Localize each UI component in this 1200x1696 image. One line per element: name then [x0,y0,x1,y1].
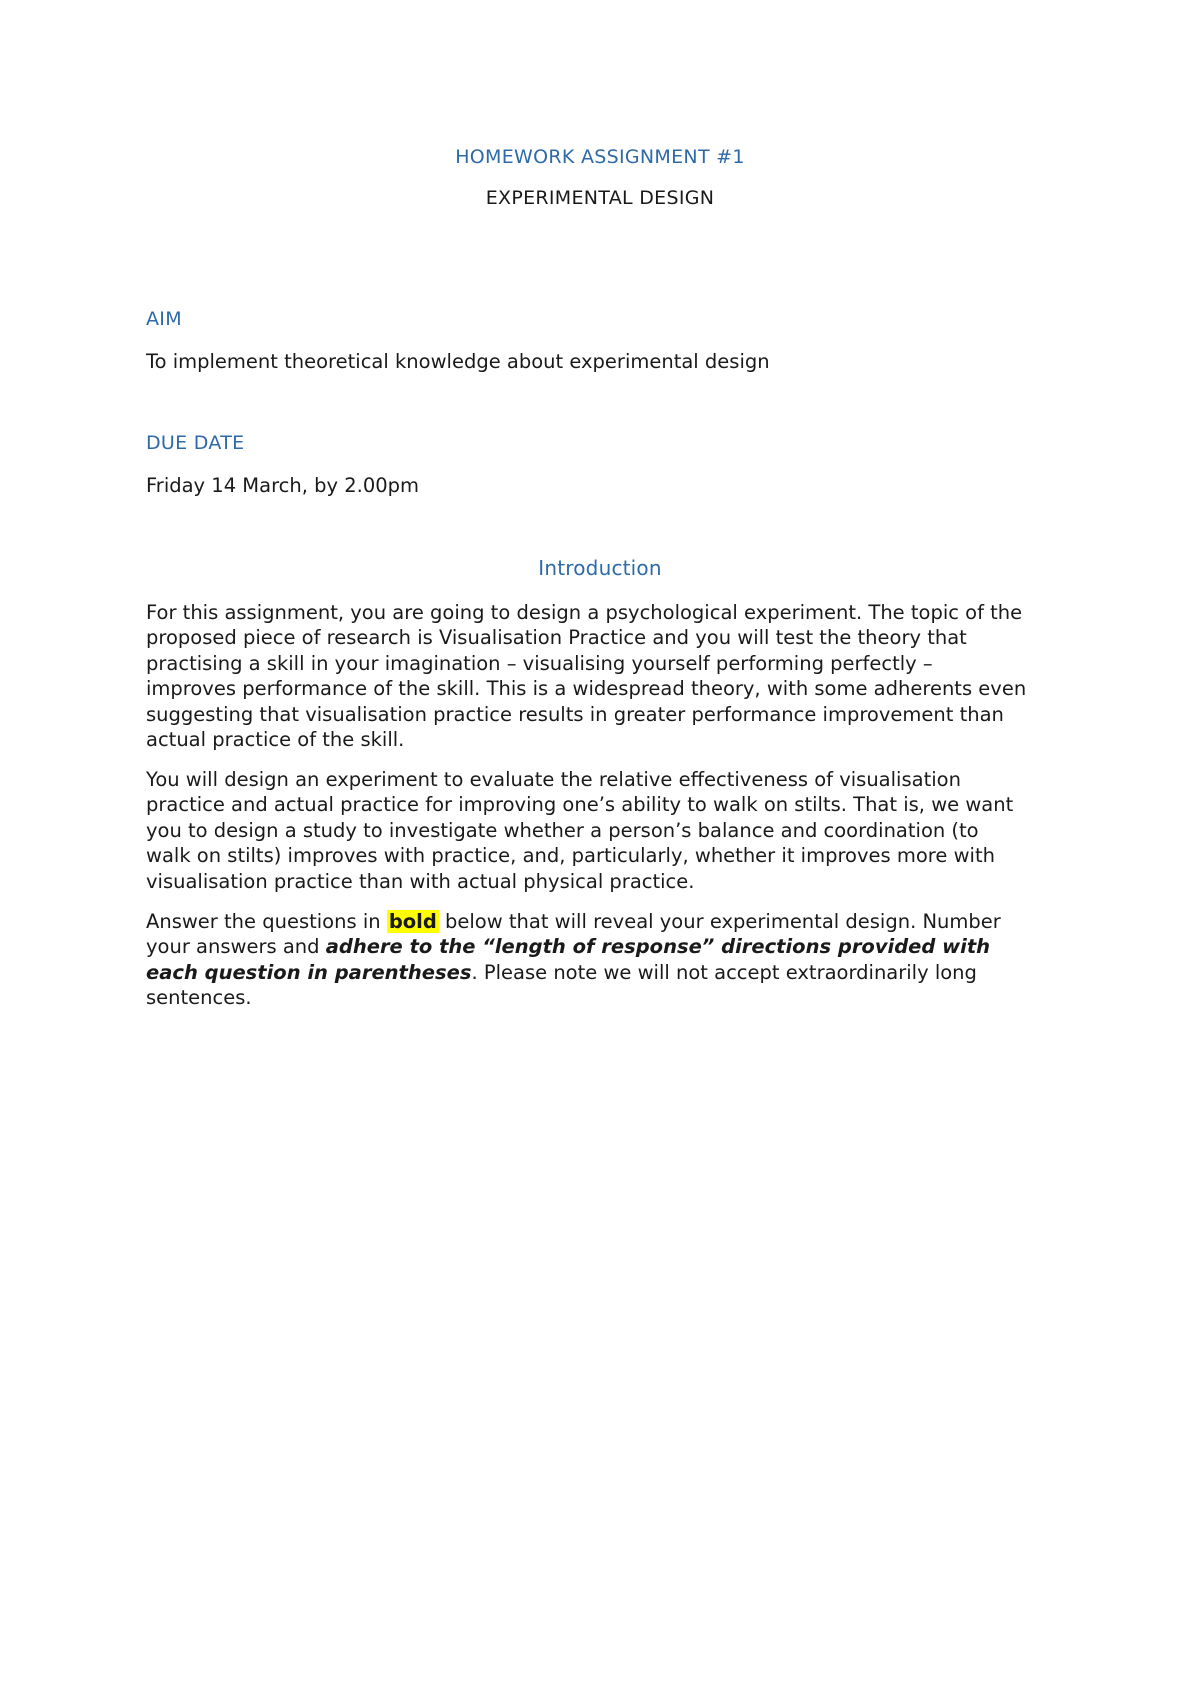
intro-p1-line: improves performance of the skill. This is a widespread theory, with some adherents even [146,677,1027,701]
intro-paragraph-3 [146,909,1066,1011]
intro-p2-line: you to design a study to investigate whether a person’s balance and coordination (to [146,818,979,842]
intro-p1-line: actual practice of the skill. [146,728,405,752]
intro-p3-text: below that will reveal your experimental design. Number [438,910,1001,933]
intro-paragraph-1 [146,600,1066,752]
aim-text: To implement theoretical knowledge about experimental design [146,350,770,373]
intro-p1-line: practising a skill in your imagination – visualising yourself performing perfectly – [146,651,933,675]
intro-p2-line: practice and actual practice for improving one’s ability to walk on stilts. That is, we want [146,793,1014,817]
intro-p1-line: For this assignment, you are going to design a psychological experiment. The topic of the [146,601,1023,624]
intro-p3-text: . Please note we will not accept extraordinarily long [471,960,977,984]
due-date-heading: DUE DATE [146,432,245,454]
length-directions-emphasis: each question in parentheses [146,960,472,984]
introduction-heading: Introduction [538,556,662,580]
intro-p2-line: walk on stilts) improves with practice, and, particularly, whether it improves more with [146,844,995,868]
intro-p1-line: suggesting that visualisation practice results in greater performance improvement than [146,702,1004,726]
intro-p3-text: your answers and [146,935,326,959]
document-subtitle: EXPERIMENTAL DESIGN [485,187,715,209]
due-date-text: Friday 14 March, by 2.00pm [146,474,420,497]
length-directions-emphasis: adhere to the “length of response” directions provided with [325,935,991,959]
intro-p2-line: visualisation practice than with actual physical practice. [146,869,695,893]
intro-p3-line-3 [146,961,977,984]
intro-p2-line: You will design an experiment to evaluate the relative effectiveness of visualisation [146,768,961,791]
intro-p3-text: Answer the questions in [146,910,387,933]
intro-p3-line-1 [146,910,1001,933]
bold-highlight: bold [388,910,437,933]
intro-p3-line-4: sentences. [146,986,252,1010]
intro-p1-line: proposed piece of research is Visualisation Practice and you will test the theory that [146,626,967,650]
aim-heading: AIM [146,308,182,330]
document-title: HOMEWORK ASSIGNMENT #1 [455,146,745,168]
intro-paragraph-2 [146,767,1066,894]
intro-p3-line-2 [146,935,990,958]
